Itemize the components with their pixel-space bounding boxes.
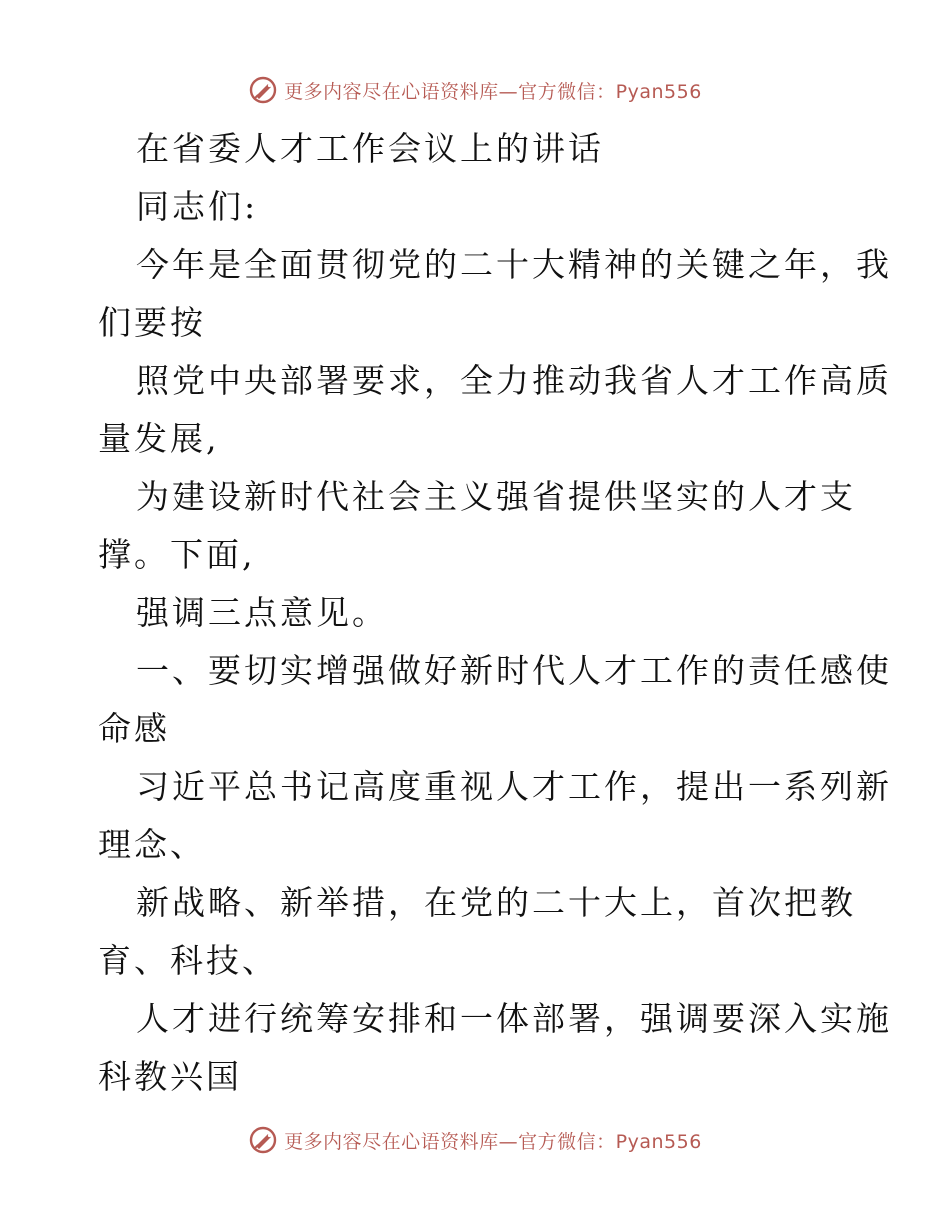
header-banner — [0, 70, 950, 110]
document-line: 同志们: — [136, 187, 259, 226]
document-line: 撑。下面, — [98, 535, 256, 574]
document-body — [98, 120, 892, 1106]
document-line: 新战略、新举措，在党的二十大上，首次把教 — [136, 883, 856, 922]
document-line: 量发展, — [98, 419, 220, 458]
document-line: 命感 — [98, 709, 170, 748]
document-line: 今年是全面贯彻党的二十大精神的关键之年，我 — [136, 245, 892, 284]
document-line: 习近平总书记高度重视人才工作，提出一系列新 — [136, 767, 892, 806]
document-line: 科教兴国 — [98, 1057, 242, 1096]
footer-banner — [0, 1120, 950, 1160]
document-line: 育、科技、 — [98, 941, 278, 980]
document-line: 照党中央部署要求，全力推动我省人才工作高质 — [136, 361, 892, 400]
document-line: 人才进行统筹安排和一体部署，强调要深入实施 — [136, 999, 892, 1038]
document-line: 为建设新时代社会主义强省提供坚实的人才支 — [136, 477, 856, 516]
document-line: 一、要切实增强做好新时代人才工作的责任感使 — [136, 651, 892, 690]
document-line: 强调三点意见。 — [136, 593, 388, 632]
document-line: 在省委人才工作会议上的讲话 — [136, 129, 604, 168]
header-banner-text: 更多内容尽在心语资料库—官方微信：Pyan556 — [284, 80, 702, 103]
footer-banner-text: 更多内容尽在心语资料库—官方微信：Pyan556 — [284, 1130, 702, 1153]
document-line: 们要按 — [98, 303, 206, 342]
pen-nib-logo-icon — [248, 75, 278, 105]
document-line: 理念、 — [98, 825, 206, 864]
pen-nib-logo-icon — [248, 1125, 278, 1155]
